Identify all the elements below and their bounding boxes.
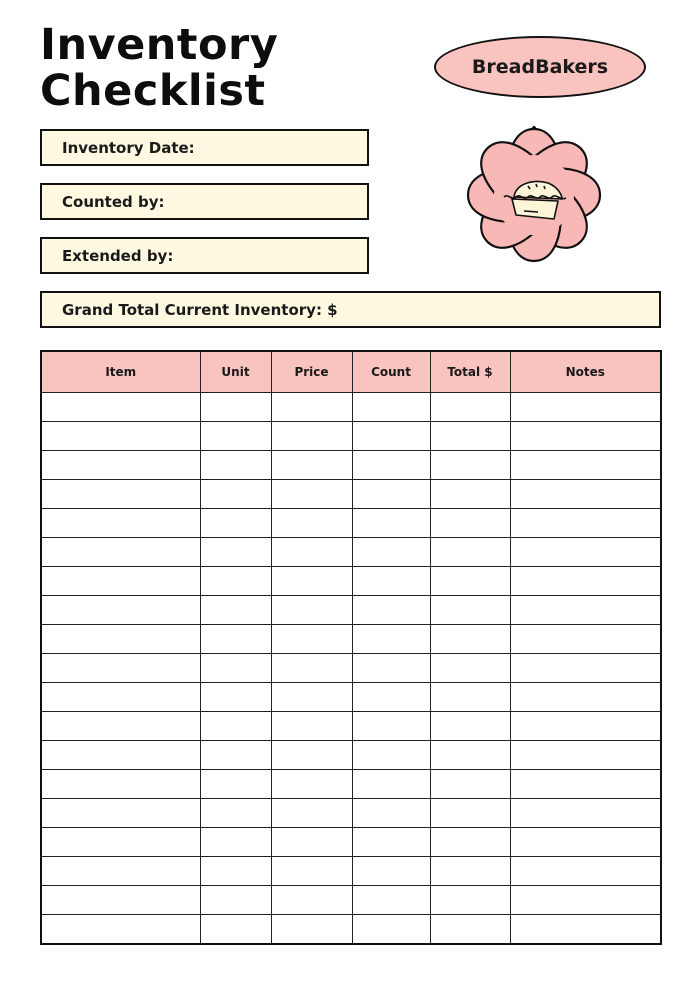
cell-price[interactable] <box>271 451 352 480</box>
cell-notes[interactable] <box>510 683 661 712</box>
cell-count[interactable] <box>352 654 430 683</box>
cell-total[interactable] <box>430 770 510 799</box>
cell-unit[interactable] <box>200 857 271 886</box>
cell-item[interactable] <box>41 596 200 625</box>
cell-price[interactable] <box>271 509 352 538</box>
cell-total[interactable] <box>430 683 510 712</box>
cell-total[interactable] <box>430 538 510 567</box>
cell-price[interactable] <box>271 480 352 509</box>
table-header-row <box>41 351 661 393</box>
table-body <box>41 393 661 945</box>
cell-unit[interactable] <box>200 799 271 828</box>
cell-count[interactable] <box>352 393 430 422</box>
cell-price[interactable] <box>271 741 352 770</box>
cell-notes[interactable] <box>510 480 661 509</box>
cell-notes[interactable] <box>510 538 661 567</box>
cell-total[interactable] <box>430 654 510 683</box>
title-line-2: Checklist <box>40 66 266 116</box>
table-row <box>41 770 661 799</box>
table-row <box>41 799 661 828</box>
column-header-notes: Notes <box>510 351 661 393</box>
table-row <box>41 683 661 712</box>
cell-notes[interactable] <box>510 857 661 886</box>
grand-total-field[interactable]: Grand Total Current Inventory: $ <box>40 291 661 328</box>
cell-item[interactable] <box>41 422 200 451</box>
cell-count[interactable] <box>352 799 430 828</box>
cell-item[interactable] <box>41 828 200 857</box>
cell-notes[interactable] <box>510 393 661 422</box>
cell-price[interactable] <box>271 770 352 799</box>
cell-item[interactable] <box>41 625 200 654</box>
table-row <box>41 451 661 480</box>
cell-item[interactable] <box>41 683 200 712</box>
cell-count[interactable] <box>352 741 430 770</box>
cell-price[interactable] <box>271 683 352 712</box>
cell-count[interactable] <box>352 828 430 857</box>
cell-unit[interactable] <box>200 509 271 538</box>
cell-price[interactable] <box>271 828 352 857</box>
table-row <box>41 596 661 625</box>
column-header-item: Item <box>41 351 200 393</box>
cell-unit[interactable] <box>200 915 271 945</box>
cell-notes[interactable] <box>510 712 661 741</box>
cell-item[interactable] <box>41 741 200 770</box>
cell-count[interactable] <box>352 683 430 712</box>
cell-unit[interactable] <box>200 596 271 625</box>
cell-unit[interactable] <box>200 567 271 596</box>
cell-price[interactable] <box>271 393 352 422</box>
counted-by-field[interactable]: Counted by: <box>40 183 369 220</box>
cell-unit[interactable] <box>200 625 271 654</box>
cell-count[interactable] <box>352 596 430 625</box>
cell-notes[interactable] <box>510 625 661 654</box>
cell-notes[interactable] <box>510 770 661 799</box>
page-title <box>40 22 278 114</box>
inventory-table <box>40 350 662 945</box>
cell-price[interactable] <box>271 712 352 741</box>
cell-unit[interactable] <box>200 451 271 480</box>
cell-item[interactable] <box>41 480 200 509</box>
cell-item[interactable] <box>41 538 200 567</box>
cell-unit[interactable] <box>200 654 271 683</box>
extended-by-field[interactable]: Extended by: <box>40 237 369 274</box>
cell-count[interactable] <box>352 538 430 567</box>
cell-total[interactable] <box>430 567 510 596</box>
cell-notes[interactable] <box>510 596 661 625</box>
cell-total[interactable] <box>430 857 510 886</box>
cell-total[interactable] <box>430 596 510 625</box>
cell-total[interactable] <box>430 509 510 538</box>
cell-total[interactable] <box>430 799 510 828</box>
cell-notes[interactable] <box>510 422 661 451</box>
cell-count[interactable] <box>352 770 430 799</box>
cell-unit[interactable] <box>200 770 271 799</box>
cell-total[interactable] <box>430 625 510 654</box>
table-row <box>41 654 661 683</box>
column-header-unit: Unit <box>200 351 271 393</box>
table-row <box>41 886 661 915</box>
cell-count[interactable] <box>352 625 430 654</box>
cell-notes[interactable] <box>510 828 661 857</box>
cell-item[interactable] <box>41 712 200 741</box>
title-line-1: Inventory <box>40 20 279 70</box>
cell-notes[interactable] <box>510 654 661 683</box>
cell-price[interactable] <box>271 915 352 945</box>
table-row <box>41 741 661 770</box>
cell-notes[interactable] <box>510 451 661 480</box>
cell-count[interactable] <box>352 915 430 945</box>
cell-total[interactable] <box>430 480 510 509</box>
cell-total[interactable] <box>430 422 510 451</box>
cell-notes[interactable] <box>510 915 661 945</box>
cell-item[interactable] <box>41 857 200 886</box>
cell-count[interactable] <box>352 422 430 451</box>
table-row <box>41 509 661 538</box>
cell-price[interactable] <box>271 625 352 654</box>
cell-count[interactable] <box>352 509 430 538</box>
cell-total[interactable] <box>430 393 510 422</box>
cell-item[interactable] <box>41 509 200 538</box>
cell-count[interactable] <box>352 451 430 480</box>
cell-notes[interactable] <box>510 567 661 596</box>
column-header-price: Price <box>271 351 352 393</box>
cell-item[interactable] <box>41 886 200 915</box>
cell-count[interactable] <box>352 712 430 741</box>
cell-price[interactable] <box>271 538 352 567</box>
cell-count[interactable] <box>352 567 430 596</box>
cell-total[interactable] <box>430 886 510 915</box>
cell-total[interactable] <box>430 915 510 945</box>
column-header-total: Total $ <box>430 351 510 393</box>
cell-count[interactable] <box>352 886 430 915</box>
table-row <box>41 712 661 741</box>
cell-unit[interactable] <box>200 712 271 741</box>
cell-total[interactable] <box>430 712 510 741</box>
cell-price[interactable] <box>271 596 352 625</box>
cell-unit[interactable] <box>200 393 271 422</box>
cell-item[interactable] <box>41 654 200 683</box>
table-row <box>41 538 661 567</box>
cell-price[interactable] <box>271 857 352 886</box>
table-row <box>41 857 661 886</box>
cell-item[interactable] <box>41 770 200 799</box>
cell-total[interactable] <box>430 828 510 857</box>
cell-price[interactable] <box>271 567 352 596</box>
table-row <box>41 393 661 422</box>
brand-badge: BreadBakers <box>434 36 646 98</box>
cell-price[interactable] <box>271 422 352 451</box>
cell-item[interactable] <box>41 393 200 422</box>
cell-item[interactable] <box>41 915 200 945</box>
cell-notes[interactable] <box>510 886 661 915</box>
cell-unit[interactable] <box>200 683 271 712</box>
cell-notes[interactable] <box>510 799 661 828</box>
cell-unit[interactable] <box>200 538 271 567</box>
cell-price[interactable] <box>271 799 352 828</box>
table-row <box>41 567 661 596</box>
cell-count[interactable] <box>352 857 430 886</box>
table-row <box>41 422 661 451</box>
cell-item[interactable] <box>41 567 200 596</box>
cell-count[interactable] <box>352 480 430 509</box>
cell-notes[interactable] <box>510 741 661 770</box>
table-row <box>41 625 661 654</box>
cell-unit[interactable] <box>200 480 271 509</box>
cell-price[interactable] <box>271 654 352 683</box>
cell-item[interactable] <box>41 451 200 480</box>
table-row <box>41 828 661 857</box>
inventory-date-field[interactable]: Inventory Date: <box>40 129 369 166</box>
table-row <box>41 480 661 509</box>
cell-unit[interactable] <box>200 422 271 451</box>
cell-unit[interactable] <box>200 828 271 857</box>
table-row <box>41 915 661 945</box>
cell-price[interactable] <box>271 886 352 915</box>
pie-in-flower-icon <box>462 124 606 266</box>
cell-total[interactable] <box>430 741 510 770</box>
cell-item[interactable] <box>41 799 200 828</box>
cell-notes[interactable] <box>510 509 661 538</box>
cell-unit[interactable] <box>200 741 271 770</box>
cell-unit[interactable] <box>200 886 271 915</box>
cell-total[interactable] <box>430 451 510 480</box>
column-header-count: Count <box>352 351 430 393</box>
